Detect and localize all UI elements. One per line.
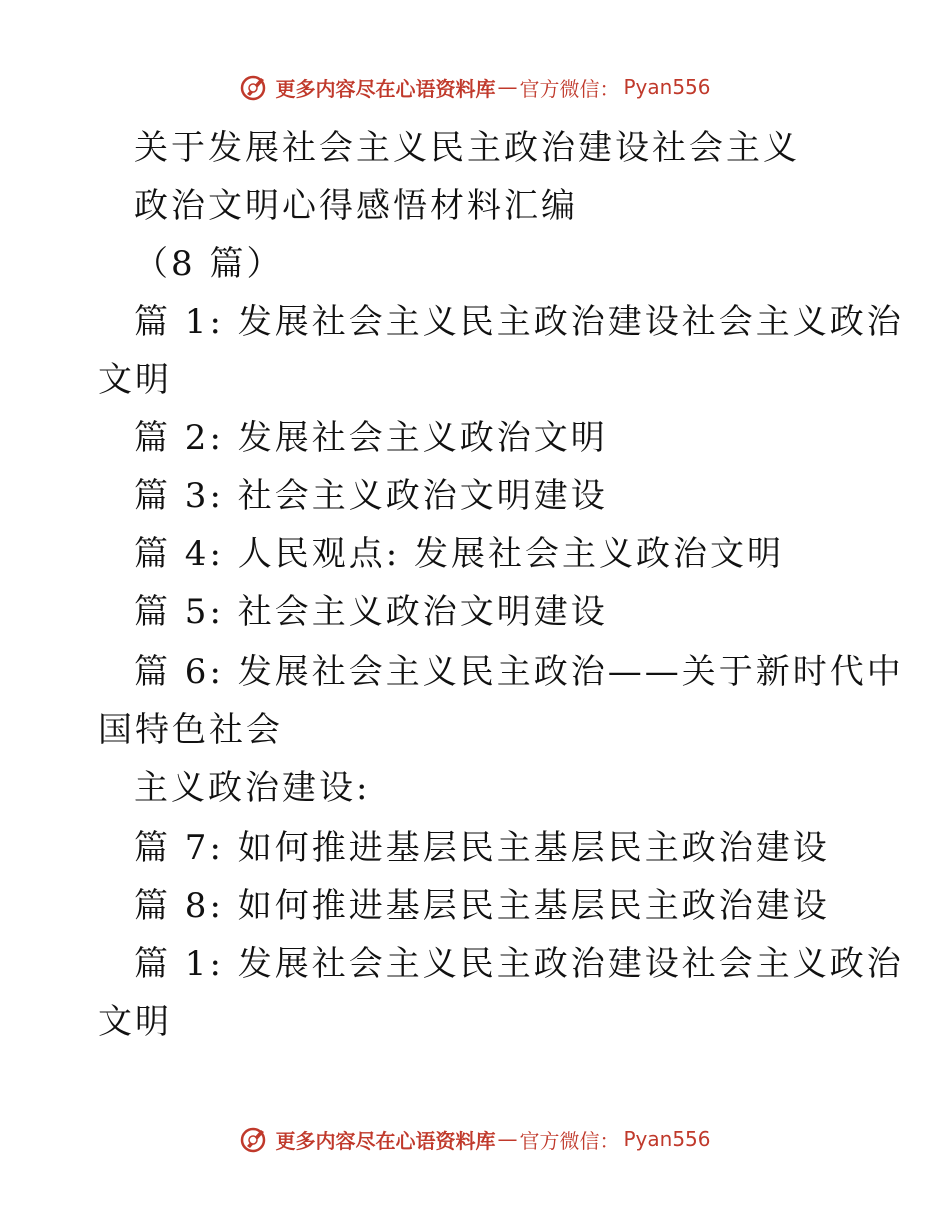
toc-item-4: 篇 4: 人民观点: 发展社会主义政治文明 [134,534,784,574]
watermark-text: 更多内容尽在心语资料库 [275,76,496,101]
watermark-wechat-label: 官方微信： [519,76,620,101]
toc-item-1-cont: 文明 [98,360,172,400]
footer-watermark [0,1124,950,1154]
toc-item-6-cont: 国特色社会 [98,710,283,750]
doc-title-line-1: 关于发展社会主义民主政治建设社会主义 [134,128,800,168]
doc-title-count: （8 篇） [134,244,284,284]
header-watermark [0,72,950,102]
section-heading: 篇 1: 发展社会主义民主政治建设社会主义政治 [134,944,904,984]
toc-item-3: 篇 3: 社会主义政治文明建设 [134,476,608,516]
section-heading-cont: 文明 [98,1002,172,1042]
watermark-wechat-id: Pyan556 [623,1127,711,1151]
toc-item-1: 篇 1: 发展社会主义民主政治建设社会主义政治 [134,302,904,342]
watermark-dash: — [497,75,518,99]
watermark-wechat-id: Pyan556 [623,75,711,99]
watermark-text: 更多内容尽在心语资料库 [275,1128,496,1153]
watermark-wechat-label: 官方微信： [519,1128,620,1153]
quill-logo-icon [239,72,269,102]
toc-item-6: 篇 6: 发展社会主义民主政治——关于新时代中 [134,652,904,692]
toc-item-7: 篇 7: 如何推进基层民主基层民主政治建设 [134,828,830,868]
doc-title-line-2: 政治文明心得感悟材料汇编 [134,186,578,226]
toc-item-2: 篇 2: 发展社会主义政治文明 [134,418,608,458]
toc-item-5: 篇 5: 社会主义政治文明建设 [134,592,608,632]
quill-logo-icon [239,1124,269,1154]
watermark-dash: — [497,1127,518,1151]
toc-item-6-cont-2: 主义政治建设: [134,768,371,808]
toc-item-8: 篇 8: 如何推进基层民主基层民主政治建设 [134,886,830,926]
